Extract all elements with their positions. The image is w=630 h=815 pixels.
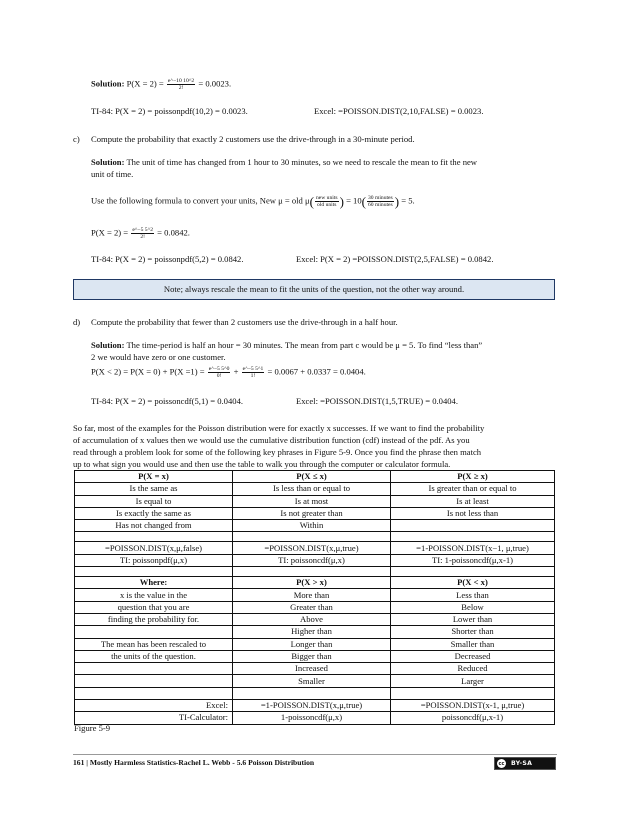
table-header-row <box>75 471 555 483</box>
table-row <box>75 626 555 638</box>
table-cell: Is less than or equal to <box>233 483 391 495</box>
table-cell <box>75 663 233 675</box>
table-cell: TI: poissoncdf(μ,x) <box>233 554 391 566</box>
table-spacer-row <box>75 532 555 542</box>
table-row <box>75 483 555 495</box>
table-cell: =1-POISSON.DIST(x−1, μ,true) <box>391 542 555 554</box>
table-cell: =1-POISSON.DIST(x,μ,true) <box>233 700 391 712</box>
table-cell <box>75 675 233 687</box>
part-d-solution-line1: Solution: The time-period is half an hour = 30 minutes. The mean from part c would be μ = 5. To find “less than” <box>91 340 483 350</box>
part-c-solution-line2: unit of time. <box>91 169 134 179</box>
table-cell <box>75 626 233 638</box>
table-cell: Lower than <box>391 613 555 625</box>
table-cell: Is not less than <box>391 507 555 519</box>
table-cell: Is at least <box>391 495 555 507</box>
table-cell <box>391 520 555 532</box>
intro-line-2: of accumulation of x values then we would use the cumulative distribution function (cdf) instead of the pdf. As you <box>73 435 470 445</box>
table-cell: poissoncdf(μ,x-1) <box>391 712 555 724</box>
table-cell: =POISSON.DIST(x,μ,true) <box>233 542 391 554</box>
table-cell: Greater than <box>233 601 391 613</box>
part-d-question: Compute the probability that fewer than 2 customers use the drive-through in a half hour. <box>91 317 398 327</box>
table-cell: x is the value in the <box>75 589 233 601</box>
table-cell: Bigger than <box>233 650 391 662</box>
table-cell: Is exactly the same as <box>75 507 233 519</box>
creative-commons-icon: cc <box>498 760 505 767</box>
table-cell: =POISSON.DIST(x,μ,false) <box>75 542 233 554</box>
part-d-probability: P(X < 2) = P(X = 0) + P(X =1) = $\frac{e\^{}-5 5\^{}0}{0!}$ + $\frac{e\^{}-5 5\^{}1}{1!}$ = 0.0067 + 0.0337 = 0.0404. <box>91 366 366 379</box>
table-cell: TI: 1-poissoncdf(μ,x-1) <box>391 554 555 566</box>
table-header-cell: P(X ≥ x) <box>391 471 555 483</box>
table-row <box>75 687 555 699</box>
part-d-excel: Excel: =POISSON.DIST(1,5,TRUE) = 0.0404. <box>296 396 458 406</box>
table-ti-row <box>75 712 555 724</box>
table-cell: Within <box>233 520 391 532</box>
table-cell: the units of the question. <box>75 650 233 662</box>
table-cell: Below <box>391 601 555 613</box>
table-cell: =POISSON.DIST(x-1, μ,true) <box>391 700 555 712</box>
solution-label: Solution: <box>91 78 125 89</box>
part-b-excel: Excel: =POISSON.DIST(2,10,FALSE) = 0.0023. <box>314 106 484 116</box>
fraction: $\frac{e\^{}-10 10\^{}2}{2!}$ <box>167 78 195 91</box>
table-cell: TI: poissonpdf(μ,x) <box>75 554 233 566</box>
table-cell: Higher than <box>233 626 391 638</box>
table-row <box>75 495 555 507</box>
part-c-excel: Excel: P(X = 2) =POISSON.DIST(2,5,FALSE) = 0.0842. <box>296 254 494 264</box>
table-cell: question that you are <box>75 601 233 613</box>
intro-line-1: So far, most of the examples for the Poisson distribution were for exactly x successes. If we want to find the probability <box>73 423 485 433</box>
table-row <box>75 663 555 675</box>
table-row <box>75 520 555 532</box>
intro-line-4: up to what sign you would use and then use the table to walk you through the computer or calculator formula. <box>73 459 451 469</box>
table-cell: 1-poissoncdf(μ,x) <box>233 712 391 724</box>
table-cell: Decreased <box>391 650 555 662</box>
table-spacer-row <box>75 567 555 577</box>
table-cell: Larger <box>391 675 555 687</box>
part-d-solution-line2: 2 we would have zero or one customer. <box>91 352 226 362</box>
figure-caption: Figure 5-9 <box>74 723 111 733</box>
table-row <box>75 650 555 662</box>
table-row <box>75 589 555 601</box>
table-row <box>75 613 555 625</box>
intro-line-3: read through a problem look for some of the following key phrases in Figure 5-9. Once you find the phrase then match <box>73 447 482 457</box>
table-cell: finding the probability for. <box>75 613 233 625</box>
table-row <box>75 675 555 687</box>
key-phrases-table <box>74 470 555 725</box>
table-cell: Shorter than <box>391 626 555 638</box>
unit-conversion-formula: Use the following formula to convert your units, New μ = old μ( $\frac{\text{new units}}{\text{old units}}$ ) = 10( $\frac{\text{30 minutes}}{\text{60 minutes}}$ ) = 5. <box>91 194 415 209</box>
table-header-cell: P(X > x) <box>233 577 391 589</box>
license-badge <box>494 757 556 770</box>
note-box: Note; always rescale the mean to fit the units of the question, not the other way around. <box>73 279 555 300</box>
table-header-cell: P(X = x) <box>75 471 233 483</box>
table-cell <box>75 687 233 699</box>
table-header-cell: P(X < x) <box>391 577 555 589</box>
table-cell: Is at most <box>233 495 391 507</box>
part-d-letter: d) <box>73 317 81 327</box>
part-c-letter: c) <box>73 134 80 144</box>
table-header-cell: Where: <box>75 577 233 589</box>
part-d-ti84: TI-84: P(X = 2) = poissoncdf(5,1) = 0.0404. <box>91 396 244 406</box>
part-c-question: Compute the probability that exactly 2 customers use the drive-through in a 30-minute period. <box>91 134 415 144</box>
table-cell: Is not greater than <box>233 507 391 519</box>
table-cell: Is the same as <box>75 483 233 495</box>
table-cell: Smaller than <box>391 638 555 650</box>
table-cell: More than <box>233 589 391 601</box>
part-b-ti84: TI-84: P(X = 2) = poissonpdf(10,2) = 0.0023. <box>91 106 248 116</box>
table-excel-row <box>75 700 555 712</box>
table-cell: Above <box>233 613 391 625</box>
table-ti-row <box>75 554 555 566</box>
table-row <box>75 601 555 613</box>
table-cell: Reduced <box>391 663 555 675</box>
license-text: BY-SA <box>511 760 533 767</box>
table-cell: Increased <box>233 663 391 675</box>
table-cell: Smaller <box>233 675 391 687</box>
part-c-solution-line1: Solution: The unit of time has changed from 1 hour to 30 minutes, so we need to rescale the mean to fit the new <box>91 157 478 167</box>
table-cell <box>233 687 391 699</box>
table-cell: TI-Calculator: <box>75 712 233 724</box>
table-header-row <box>75 577 555 589</box>
table-cell: Longer than <box>233 638 391 650</box>
table-excel-row <box>75 542 555 554</box>
table-cell: Is greater than or equal to <box>391 483 555 495</box>
table-row <box>75 638 555 650</box>
table-cell: Has not changed from <box>75 520 233 532</box>
table-cell: Excel: <box>75 700 233 712</box>
table-cell: The mean has been rescaled to <box>75 638 233 650</box>
page-footer: 161 | Mostly Harmless Statistics-Rachel L. Webb - 5.6 Poisson Distribution <box>73 758 315 767</box>
table-cell: Is equal to <box>75 495 233 507</box>
part-c-ti84: TI-84: P(X = 2) = poissonpdf(5,2) = 0.0842. <box>91 254 244 264</box>
footer-rule <box>73 754 557 755</box>
table-cell <box>391 687 555 699</box>
table-header-cell: P(X ≤ x) <box>233 471 391 483</box>
table-row <box>75 507 555 519</box>
table-cell: Less than <box>391 589 555 601</box>
part-c-probability: P(X = 2) = $\frac{e\^{}-5 5\^{}2}{2!}$ = 0.0842. <box>91 227 190 240</box>
part-b-solution: Solution: P(X = 2) = $\frac{e\^{}-10 10\^{}2}{2!}$ = 0.0023. <box>91 78 232 91</box>
